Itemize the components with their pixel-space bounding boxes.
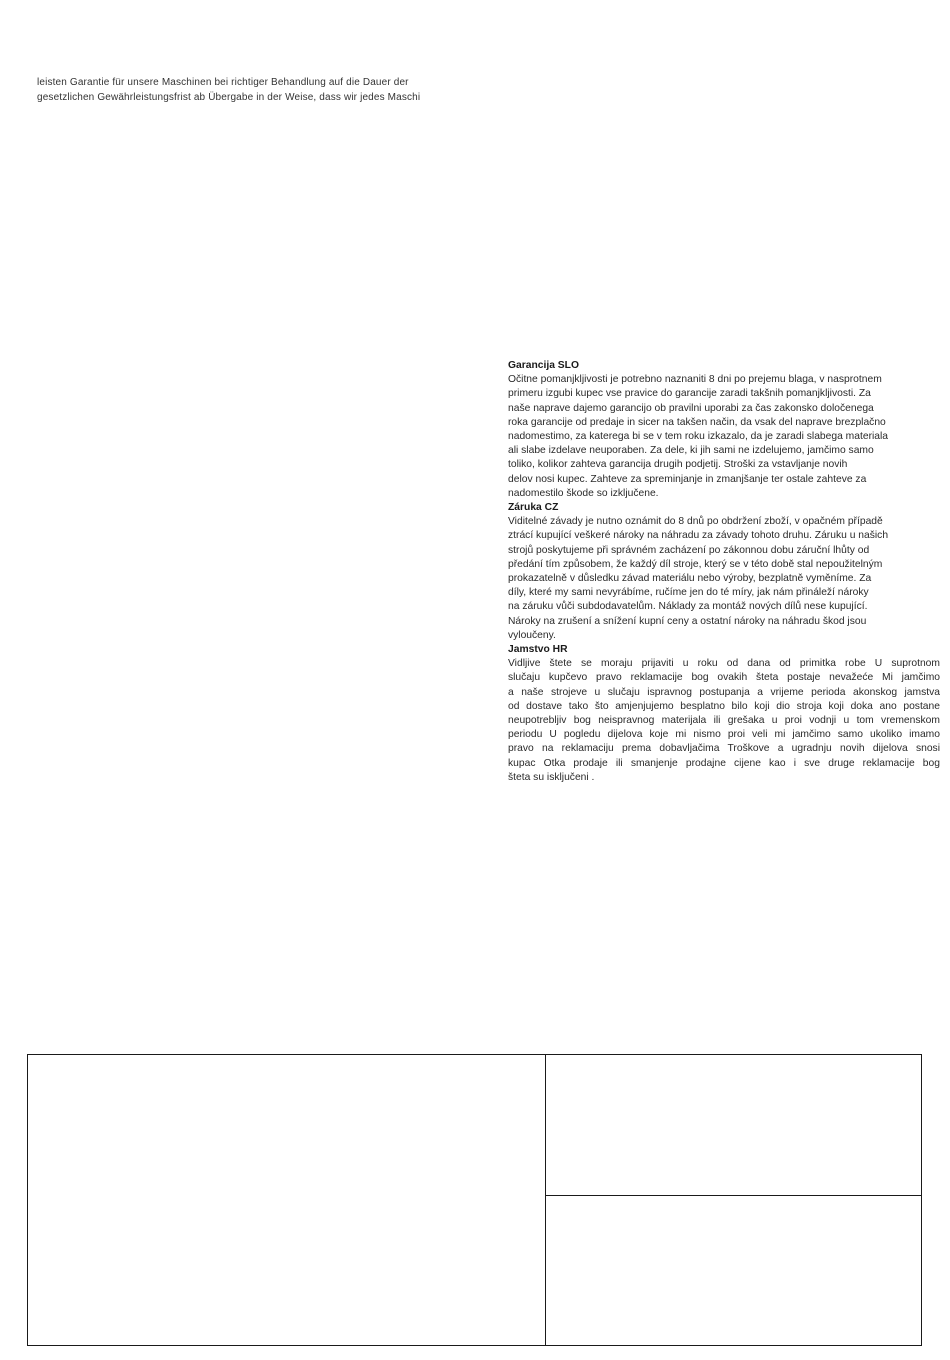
warranty-slo-line: nadomestilo škode so izključene. [508,487,659,499]
warranty-section-cz [508,501,940,643]
warranty-hr-title: Jamstvo HR [508,644,568,656]
warranty-hr-line: a naše strojeve u slučaju ispravnog postupanja a vrijeme perioda akonskog jamstva [508,686,940,698]
warranty-cz-line: předání tím způsobem, že každý díl stroje, který se v této době stal nepoužitelným [508,558,883,570]
form-box-vertical-divider [545,1054,546,1346]
warranty-hr-line: od dostave tako što amjenjujemo besplatno bilo koji dio stroja koji doka ano postane [508,700,940,712]
german-intro-line: gesetzlichen Gewährleistungsfrist ab Übergabe in der Weise, dass wir jedes Maschi [37,92,421,103]
warranty-slo-line: ali slabe izdelave neuporaben. Za dele, ki jih sami ne izdelujemo, jamčimo samo [508,445,874,457]
warranty-hr-line: periodu U pogledu dijelova koje mi nismo proi veli mi jamčimo samo ukoliko imamo [508,729,940,741]
warranty-slo-line: roka garancije od predaje in sicer na takšen način, da vsak del naprave brezplačno [508,416,886,428]
warranty-hr-line: pravo na reklamaciju prema dobavljačima Troškove a ugradnju novih dijelova snosi [508,743,940,755]
warranty-cz-line: Nároky na zrušení a snížení kupní ceny a ostatní nároky na náhradu škod jsou [508,615,867,627]
warranty-hr-line: slučaju kupčevo pravo reklamacije bog ovakih šteta postaje nevažeće Mi jamčimo [508,672,940,684]
warranty-text-block [508,359,940,785]
warranty-hr-line: neupotrebljiv bog neispravnog materijala ili grešaka u proi vodnji u tom vremenskom [508,715,940,727]
german-intro-line: leisten Garantie für unsere Maschinen bei richtiger Behandlung auf die Dauer der [37,77,409,88]
warranty-cz-title: Záruka CZ [508,502,559,514]
form-box-horizontal-divider [545,1195,922,1196]
warranty-hr-line: šteta su isključeni . [508,771,595,783]
warranty-slo-line: nadomestimo, za katerega bi se v tem roku izkazalo, da je zaradi slabega materiala [508,431,889,443]
warranty-hr-line: Vidljive štete se moraju prijaviti u roku od dana od primitka robe U suprotnom [508,658,940,670]
form-box-outline [27,1054,922,1346]
warranty-cz-line: na záruku vůči subdodavatelům. Náklady za montáž nových dílů nese kupující. [508,601,868,613]
warranty-slo-line: delov nosi kupec. Zahteve za spreminjanje in zmanjšanje ter ostale zahteve za [508,473,867,485]
warranty-cz-line: díly, které my sami nevyrábíme, ručíme jen do té míry, jak nám přináleží nároky [508,587,869,599]
warranty-slo-title: Garancija SLO [508,360,579,371]
warranty-cz-line: strojů poskytujeme při správném zacházení po zákonnou dobu záruční lhůty od [508,544,870,556]
warranty-hr-line: kupac Otka prodaje ili smanjenje prodajne cijene kao i sve druge reklamacije bog [508,757,940,769]
warranty-cz-line: Viditelné závady je nutno oznámit do 8 dnů po obdržení zboží, v opačném případě [508,516,883,528]
warranty-slo-line: naše naprave dajemo garancijo ob pravilni uporabi za čas zakonsko določenega [508,402,874,414]
warranty-cz-line: vyloučeny. [508,629,556,641]
warranty-slo-line: toliko, kolikor zahteva garancija drugih podjetij. Stroški za vstavljanje novih [508,459,848,471]
warranty-section-hr [508,643,940,785]
warranty-section-slo [508,359,940,501]
warranty-slo-line: primeru izgubi kupec vse pravice do garancije zaradi takšnih pomanjkljivosti. Za [508,388,871,400]
german-warranty-intro [37,75,477,105]
warranty-slo-line: Očitne pomanjkljivosti je potrebno naznaniti 8 dni po prejemu blaga, v nasprotnem [508,374,882,386]
warranty-cz-line: prokazatelně v důsledku závad materiálu nebo výroby, bezplatně vyměníme. Za [508,573,872,585]
warranty-cz-line: ztrácí kupující veškeré nároky na náhradu za závady tohoto druhu. Záruku u našich [508,530,889,542]
